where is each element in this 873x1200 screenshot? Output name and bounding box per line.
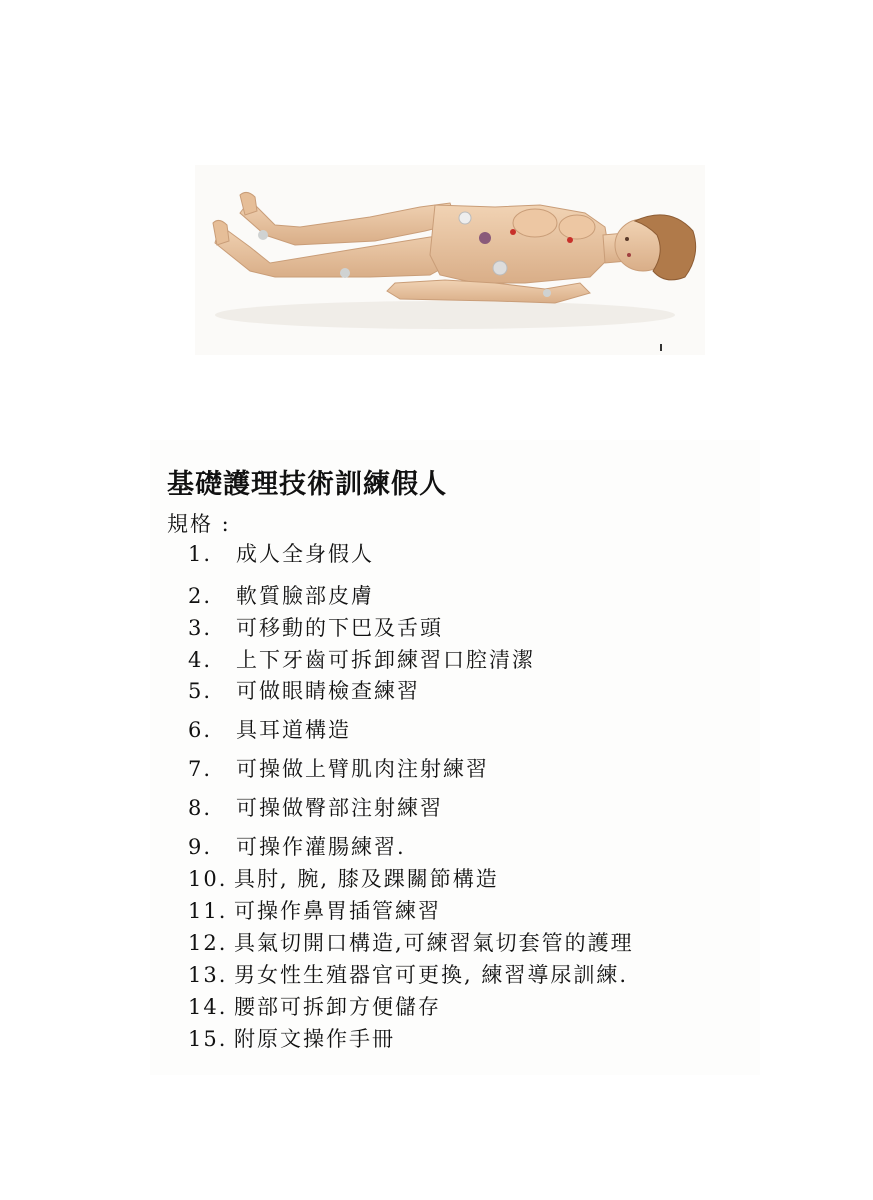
spec-item-text: 附原文操作手冊 [234,1027,395,1051]
spec-label: 規格 : [167,512,231,536]
spec-item-text: 可操作鼻胃插管練習 [234,899,441,923]
spec-item [188,834,406,860]
spec-item-text: 具氣切開口構造,可練習氣切套管的護理 [234,931,634,955]
spec-item-text: 可做眼睛檢查練習 [236,679,420,703]
spec-item-text: 具肘, 腕, 膝及踝關節構造 [234,867,499,891]
spec-item [188,962,628,988]
spec-item-number: 15. [188,1027,228,1051]
spec-item [188,994,441,1020]
spec-item-number: 12. [188,931,228,955]
spec-item [188,615,443,641]
spec-item [188,678,420,704]
spec-item [188,541,374,567]
spec-item-number: 6. [188,718,213,742]
spec-item-text: 具耳道構造 [236,718,351,742]
spec-item [188,795,443,821]
spec-item [188,898,441,924]
spec-item [188,1026,395,1052]
spec-item-number: 10. [188,867,228,891]
product-image-area [195,165,705,355]
spec-item-text: 腰部可拆卸方便儲存 [234,995,441,1019]
spec-item-text: 可操作灌腸練習. [236,835,406,859]
tick-mark [660,344,662,351]
spec-item-number: 7. [188,757,213,781]
spec-item-number: 4. [188,648,213,672]
spec-item-text: 上下牙齒可拆卸練習口腔清潔 [236,648,535,672]
spec-item [188,756,489,782]
spec-item-number: 13. [188,963,228,987]
spec-item-text: 可操做上臂肌肉注射練習 [236,757,489,781]
spec-item-number: 5. [188,679,213,703]
spec-item-text: 可移動的下巴及舌頭 [236,616,443,640]
spec-item-text: 成人全身假人 [236,542,374,566]
spec-item-number: 1. [188,542,213,566]
spec-item-text: 軟質臉部皮膚 [236,584,374,608]
spec-item [188,866,499,892]
spec-item-number: 14. [188,995,228,1019]
spec-item-number: 3. [188,616,213,640]
spec-item [188,930,634,956]
document-title: 基礎護理技術訓練假人 [167,469,447,500]
spec-item-text: 男女性生殖器官可更換, 練習導尿訓練. [234,963,629,987]
spec-item-number: 2. [188,584,213,608]
spec-item [188,717,351,743]
spec-item-number: 9. [188,835,213,859]
spec-item-number: 11. [188,899,228,923]
mannequin-illustration [195,165,705,355]
spec-item-number: 8. [188,796,213,820]
spec-item [188,647,535,673]
spec-item [188,583,374,609]
spec-item-text: 可操做臀部注射練習 [236,796,443,820]
